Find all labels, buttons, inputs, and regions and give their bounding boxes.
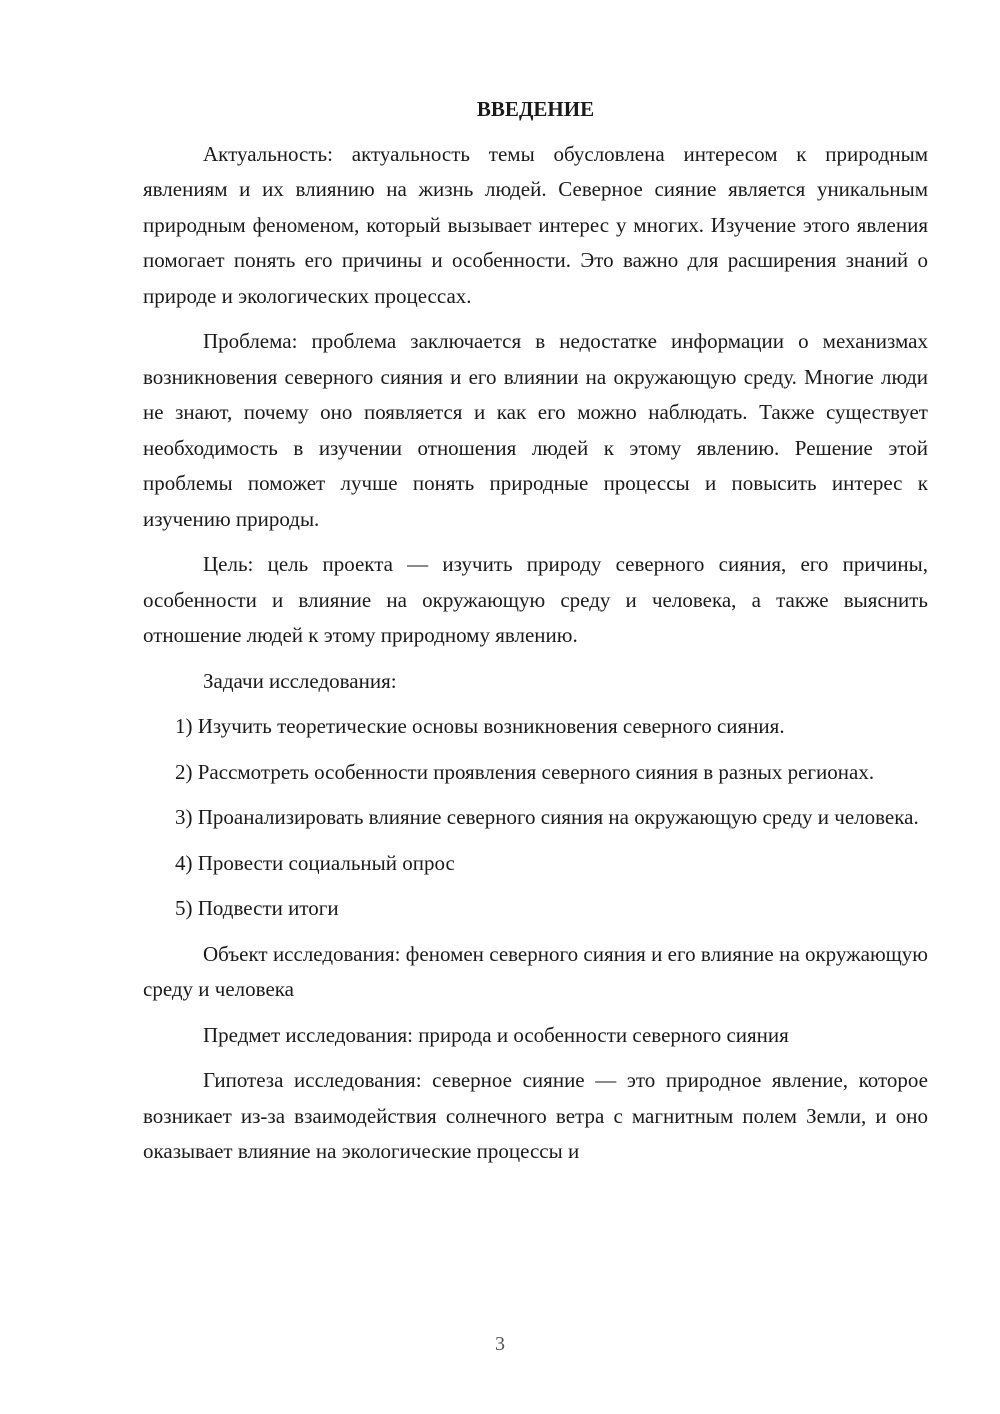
section-title: ВВЕДЕНИЕ bbox=[476, 97, 595, 121]
document-page bbox=[143, 92, 928, 1180]
relevance-paragraph: Актуальность: актуальность темы обусловлена интересом к природным явлениям и их влиянию на жизнь людей. Северное сияние является уникальным природным феноменом, который вызывает интерес у многих. Изучение этого явления помогает понять его причины и особенности. Это важно для расширения знаний о природе и экологических процессах. bbox=[143, 141, 928, 308]
task-item-1: 1) Изучить теоретические основы возникновения северного сияния. bbox=[175, 714, 785, 738]
task-item-2: 2) Рассмотреть особенности проявления северного сияния в разных регионах. bbox=[175, 759, 875, 784]
subject-paragraph: Предмет исследования: природа и особенности северного сияния bbox=[203, 1022, 789, 1047]
object-paragraph: Объект исследования: феномен северного сияния и его влияние на окружающую среду и человека bbox=[143, 941, 928, 1001]
hypothesis-paragraph: Гипотеза исследования: северное сияние — это природное явление, которое возникает из-за взаимодействия солнечного ветра с магнитным полем Земли, и оно оказывает влияние на экологические процессы и bbox=[143, 1068, 928, 1163]
problem-paragraph: Проблема: проблема заключается в недостатке информации о механизмах возникновения северного сияния и его влиянии на окружающую среду. Многие люди не знают, почему оно появляется и как его можно наблюдать. Также существует необходимость в изучении отношения людей к этому явлению. Решение этой проблемы поможет лучше понять природные процессы и повысить интерес к изучению природы. bbox=[143, 329, 928, 531]
task-item-3: 3) Проанализировать влияние северного сияния на окружающую среду и человека. bbox=[175, 805, 919, 829]
task-item-4: 4) Провести социальный опрос bbox=[175, 850, 455, 875]
tasks-heading: Задачи исследования: bbox=[203, 668, 397, 693]
page-number: 3 bbox=[495, 1333, 505, 1355]
task-item-5: 5) Подвести итоги bbox=[175, 896, 339, 920]
goal-paragraph: Цель: цель проекта — изучить природу северного сияния, его причины, особенности и влияние на окружающую среду и человека, а также выяснить отношение людей к этому природному явлению. bbox=[143, 552, 928, 647]
